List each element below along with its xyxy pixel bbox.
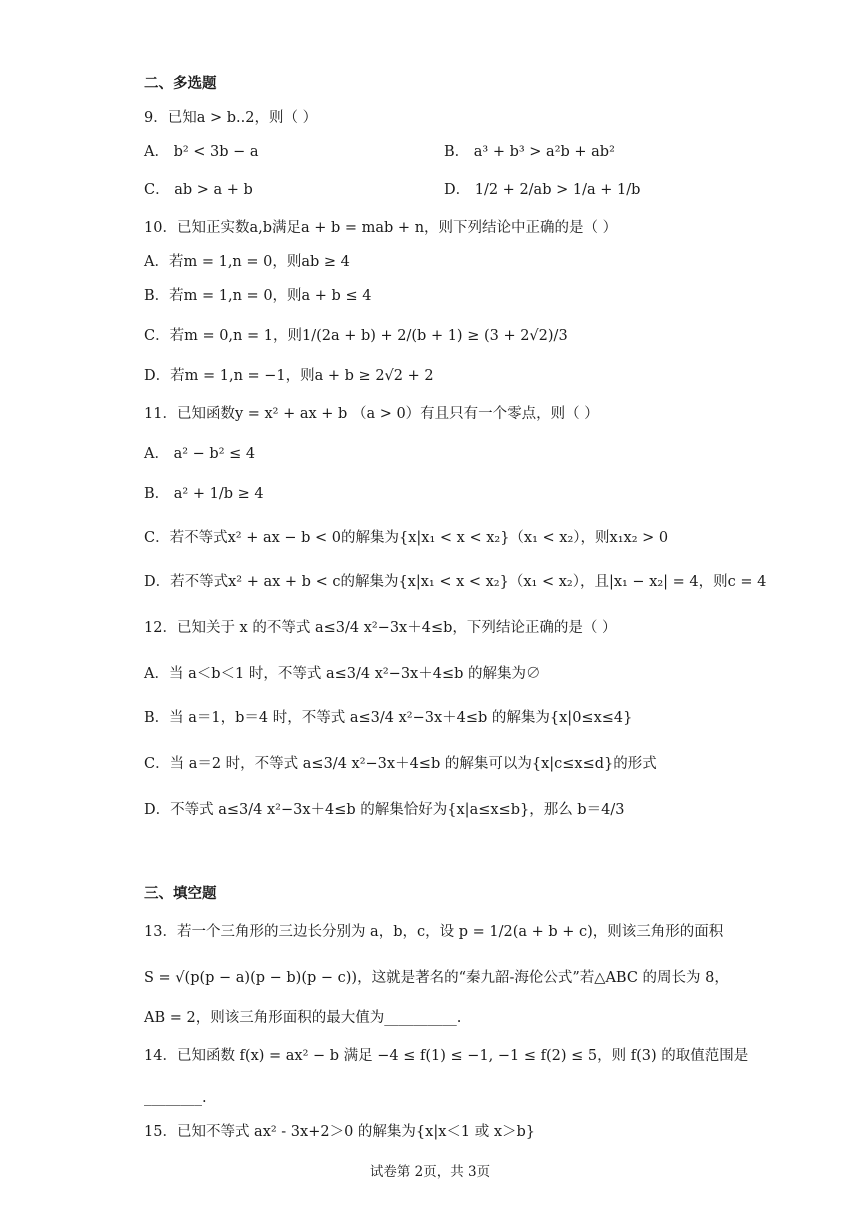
q11-option-a: A． a² − b² ≤ 4 xyxy=(144,446,256,462)
q10-option-d: D．若m = 1,n = −1，则a + b ≥ 2√2 + 2 xyxy=(144,368,434,384)
section-fill-blank-title: 三、填空题 xyxy=(144,886,217,902)
q9-stem: 9．已知a > b..2，则（ ） xyxy=(144,110,318,126)
q11-option-c: C．若不等式x² + ax − b < 0的解集为{x|x₁ < x < x₂}（x₁ < x₂），则x₁x₂ > 0 xyxy=(144,530,669,546)
q12-option-b: B．当 a＝1，b＝4 时，不等式 a≤3/4 x²−3x＋4≤b 的解集为{x|0≤x≤4} xyxy=(144,710,633,726)
q12-stem: 12．已知关于 x 的不等式 a≤3/4 x²−3x＋4≤b，下列结论正确的是（ ） xyxy=(144,620,617,636)
q10-stem: 10．已知正实数a,b满足a + b = mab + n，则下列结论中正确的是（ ） xyxy=(144,220,618,236)
q13-line2: S = √(p(p − a)(p − b)(p − c))，这就是著名的“秦九韶-海伦公式”若△ABC 的周长为 8， xyxy=(144,970,729,986)
q12-option-d: D．不等式 a≤3/4 x²−3x＋4≤b 的解集恰好为{x|a≤x≤b}，那么 b＝4/3 xyxy=(144,802,625,818)
q11-option-d: D．若不等式x² + ax + b < c的解集为{x|x₁ < x < x₂}（x₁ < x₂），且|x₁ − x₂| = 4，则c = 4 xyxy=(144,574,767,590)
q9-option-a: A． b² < 3b − a xyxy=(144,144,259,160)
q12-option-a: A．当 a＜b＜1 时，不等式 a≤3/4 x²−3x＋4≤b 的解集为∅ xyxy=(144,666,541,682)
q10-option-b: B．若m = 1,n = 0，则a + b ≤ 4 xyxy=(144,288,372,304)
q12-option-c: C．当 a＝2 时，不等式 a≤3/4 x²−3x＋4≤b 的解集可以为{x|c≤x≤d}的形式 xyxy=(144,756,657,772)
section-multiple-choice-title: 二、多选题 xyxy=(144,76,217,92)
q14-line1: 14．已知函数 f(x) = ax² − b 满足 −4 ≤ f(1) ≤ −1, −1 ≤ f(2) ≤ 5，则 f(3) 的取值范围是 xyxy=(144,1048,749,1064)
q13-line1: 13．若一个三角形的三边长分别为 a，b，c，设 p = 1/2(a + b + c)，则该三角形的面积 xyxy=(144,924,724,940)
q15-line1: 15．已知不等式 ax² - 3x+2＞0 的解集为{x|x＜1 或 x＞b} xyxy=(144,1124,536,1140)
q9-option-d: D． 1/2 + 2/ab > 1/a + 1/b xyxy=(444,182,641,198)
q9-option-b: B． a³ + b³ > a²b + ab² xyxy=(444,144,615,160)
q14-line2: ________. xyxy=(144,1090,207,1106)
q10-option-a: A．若m = 1,n = 0，则ab ≥ 4 xyxy=(144,254,350,270)
q11-option-b: B． a² + 1/b ≥ 4 xyxy=(144,486,264,502)
q9-option-c: C． ab > a + b xyxy=(144,182,253,198)
q10-option-c: C．若m = 0,n = 1，则1/(2a + b) + 2/(b + 1) ≥ (3 + 2√2)/3 xyxy=(144,328,568,344)
q13-line3: AB = 2，则该三角形面积的最大值为__________. xyxy=(144,1010,462,1026)
q11-stem: 11．已知函数y = x² + ax + b （a > 0）有且只有一个零点，则（ ） xyxy=(144,406,599,422)
page-footer: 试卷第 2页，共 3页 xyxy=(369,1164,491,1180)
